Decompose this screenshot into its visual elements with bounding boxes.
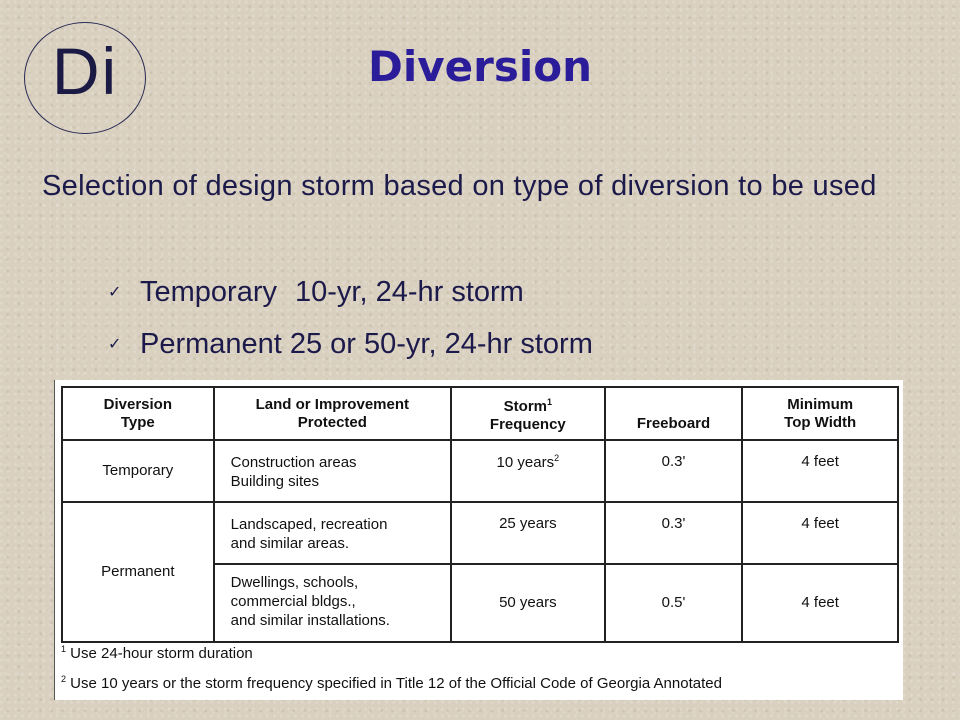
cell-storm: 25 years [451, 502, 605, 564]
cell-width: 4 feet [742, 440, 898, 502]
bullet-spec: 25 or 50-yr, 24-hr storm [289, 327, 593, 360]
bullet-list [108, 266, 593, 370]
cell-width: 4 feet [742, 502, 898, 564]
bullet-type: Temporary [140, 275, 277, 308]
intro-text: Selection of design storm based on type of diversion to be used [42, 170, 877, 202]
header-diversion-type: Diversion Type [62, 387, 214, 440]
cell-type: Permanent [62, 502, 214, 642]
bullet-item-permanent [108, 318, 593, 370]
cell-freeboard: 0.3' [605, 502, 743, 564]
checkmark-icon: ✓ [108, 336, 122, 353]
cell-width: 4 feet [742, 564, 898, 642]
cell-land: Landscaped, recreation and similar areas. [214, 502, 451, 564]
footnote-1: $^1$ Use 24-hour storm duration [61, 644, 253, 662]
cell-land: Construction areas Building sites [214, 440, 451, 502]
cell-freeboard: 0.5' [605, 564, 743, 642]
diversion-table [61, 386, 899, 643]
footnote-2: $^2$ Use 10 years or the storm frequency specified in Title 12 of the Official Code of Georgia Annotated [61, 674, 722, 692]
bullet-spec: 10-yr, 24-hr storm [295, 275, 524, 308]
cell-storm: 10 years$^2$ [451, 440, 605, 502]
table-row [62, 502, 898, 564]
logo-text: Di [51, 34, 119, 108]
header-storm-frequency: Storm$^1$ Frequency [451, 387, 605, 440]
header-min-top-width: Minimum Top Width [742, 387, 898, 440]
checkmark-icon: ✓ [108, 284, 122, 301]
cell-freeboard: 0.3' [605, 440, 743, 502]
cell-land: Dwellings, schools, commercial bldgs., and similar installations. [214, 564, 451, 642]
table-header-row [62, 387, 898, 440]
cell-storm: 50 years [451, 564, 605, 642]
diversion-table-image [54, 380, 903, 700]
bullet-type: Permanent [140, 327, 282, 360]
page-title: Diversion [368, 42, 592, 91]
cell-type: Temporary [62, 440, 214, 502]
table-row [62, 440, 898, 502]
header-land-protected: Land or Improvement Protected [214, 387, 451, 440]
bullet-item-temporary [108, 266, 593, 318]
header-freeboard: Freeboard [605, 387, 743, 440]
